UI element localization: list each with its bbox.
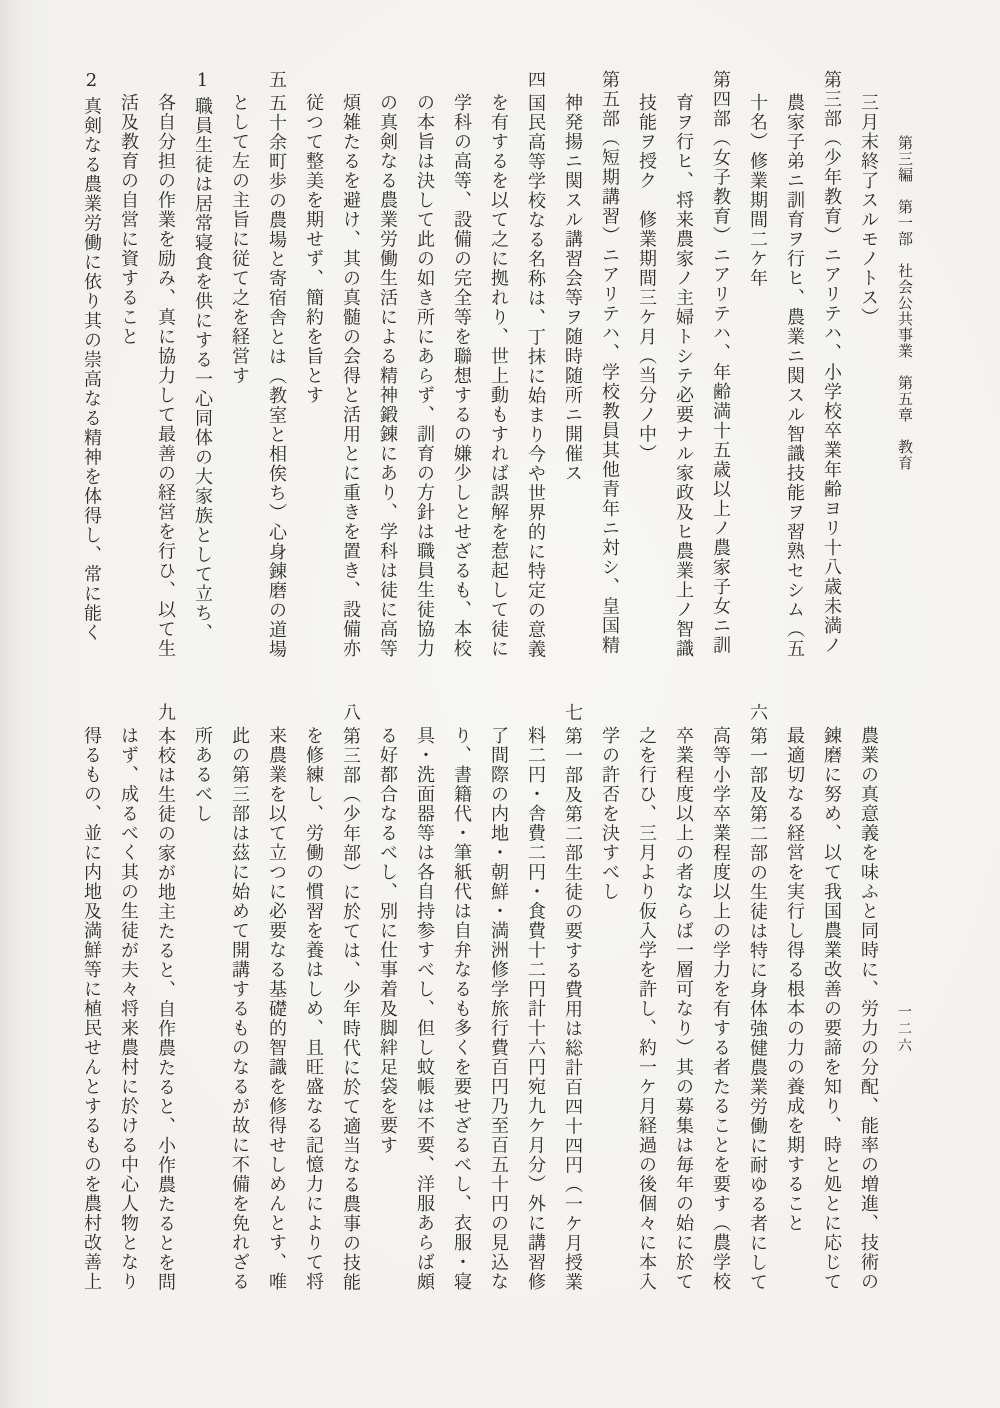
text-column xyxy=(155,703,175,1313)
column-text: として左の主旨に従て之を経営す xyxy=(229,93,250,386)
column-text: 卒業程度以上の者ならば一層可なり）其の募集は毎年の始に於て xyxy=(673,726,694,1292)
text-column xyxy=(266,70,286,710)
text-column xyxy=(525,703,545,1313)
column-text: 三月末終了スルモノトス） xyxy=(858,93,879,327)
text-column xyxy=(673,70,693,710)
text-column xyxy=(599,70,619,710)
text-column xyxy=(673,703,693,1313)
text-column xyxy=(599,703,619,1313)
text-column xyxy=(118,703,138,1313)
column-text: 此の第三部は茲に始めて開講するものなるが故に不備を免れざる xyxy=(229,726,250,1292)
column-text: 第三部（少年教育）ニアリテハ、小学校卒業年齢ヨリ十八歳未満ノ xyxy=(821,70,842,655)
column-text: を有するを以て之に拠れり、世上動もすれば誤解を惹起して徒に xyxy=(488,93,509,659)
text-column xyxy=(636,70,656,710)
text-column xyxy=(340,70,360,710)
column-text: はず、成るべく其の生徒が夫々将来農村に於ける中心人物となり xyxy=(118,726,139,1292)
column-text: り、書籍代・筆紙代は自弁なるも多くを要せざるべし、衣服・寝 xyxy=(451,726,472,1292)
column-text: 農業の真意義を味ふと同時に、労力の分配、能率の増進、技術の xyxy=(858,726,879,1292)
column-text: 学科の高等、設備の完全等を聯想するの嫌少しとせざるも、本校 xyxy=(451,93,472,659)
column-text: 第一部及第二部生徒の要する費用は総計百四十四円（一ケ月授業 xyxy=(562,726,583,1292)
column-text: 技能ヲ授ク 修業期間三ケ月（当分ノ中） xyxy=(636,93,657,464)
column-text: 料二円・舎費二円・食費十二円計十六円宛九ケ月分）外に講習修 xyxy=(525,726,546,1292)
item-number: 四 xyxy=(525,70,546,90)
text-column xyxy=(858,70,878,710)
text-column xyxy=(747,70,767,710)
item-number: 七 xyxy=(562,703,583,723)
column-text: 第三部（少年部）に於ては、少年時代に於て適当なる農事の技能 xyxy=(340,726,361,1292)
text-column xyxy=(377,70,397,710)
column-text: 錬磨に努め、以て我国農業改善の要諦を知り、時と処とに応じて xyxy=(821,726,842,1292)
item-number: 六 xyxy=(747,703,768,723)
text-column xyxy=(821,70,841,710)
text-column xyxy=(858,703,878,1313)
column-text: 本校は生徒の家が地主たると、自作農たると、小作農たるとを問 xyxy=(155,726,176,1292)
text-column xyxy=(784,703,804,1313)
column-text: 第一部及第二部の生徒は特に身体強健農業労働に耐ゆる者にして xyxy=(747,726,768,1292)
column-text: 第四部（女子教育）ニアリテハ、年齢満十五歳以上ノ農家子女ニ訓 xyxy=(710,70,731,655)
column-text: 十名）修業期間二ケ年 xyxy=(747,93,768,288)
column-text: 真剣なる農業労働に依り其の崇高なる精神を体得し、常に能く xyxy=(81,96,102,643)
text-column xyxy=(266,703,286,1313)
text-column xyxy=(81,70,101,710)
item-number: 五 xyxy=(266,70,287,90)
text-column xyxy=(414,70,434,710)
text-column xyxy=(118,70,138,710)
column-text: 煩雑たるを避け、其の真髄の会得と活用とに重きを置き、設備亦 xyxy=(340,93,361,659)
text-block-bottom xyxy=(64,703,878,1313)
text-column xyxy=(192,70,212,710)
column-text: 神発揚ニ関スル講習会等ヲ随時随所ニ開催ス xyxy=(562,93,583,483)
text-column xyxy=(303,70,323,710)
text-column xyxy=(303,703,323,1313)
column-text: 第五部（短期講習）ニアリテハ、学校教員其他青年ニ対シ、皇国精 xyxy=(599,70,620,655)
page-number: 一二六 xyxy=(896,1004,912,1055)
column-text: 得るもの、並に内地及満鮮等に植民せんとするものを農村改善上 xyxy=(81,726,102,1292)
column-text: 之を行ひ、三月より仮入学を許し、約一ケ月経過の後個々に本入 xyxy=(636,726,657,1292)
column-text: 育ヲ行ヒ、将来農家ノ主婦トシテ必要ナル家政及ヒ農業上ノ智識 xyxy=(673,93,694,659)
column-text: 来農業を以て立つに必要なる基礎的智識を修得せしめんとす、唯 xyxy=(266,726,287,1292)
column-text: 五十余町歩の農場と寄宿舎とは（教室と相俟ち）心身錬磨の道場 xyxy=(266,93,287,659)
column-text: 最適切なる経営を実行し得る根本の力の養成を期すること xyxy=(784,726,805,1233)
column-text: る好都合なるべし、別に仕事着及脚絆足袋を要す xyxy=(377,726,398,1155)
column-text: 了間際の内地・朝鮮・満洲修学旅行費百円乃至百五十円の見込な xyxy=(488,726,509,1292)
column-text: 活及教育の自営に資すること xyxy=(118,93,139,347)
column-text: 高等小学卒業程度以上の学力を有する者たることを要す（農学校 xyxy=(710,726,731,1292)
running-head: 第三編 第一部 社会公共事業 第五章 教育 xyxy=(896,135,914,471)
text-block-top xyxy=(64,70,878,710)
item-number: 九 xyxy=(155,703,176,723)
text-column xyxy=(155,70,175,710)
column-text: 具・洗面器等は各自持参すべし、但し蚊帳は不要、洋服あらば頗 xyxy=(414,726,435,1292)
column-text: を修練し、労働の慣習を養はしめ、且旺盛なる記憶力によりて将 xyxy=(303,726,324,1292)
text-column xyxy=(525,70,545,710)
column-text: の真剣なる農業労働生活による精神鍛錬にあり、学科は徒に高等 xyxy=(377,93,398,659)
text-column xyxy=(710,703,730,1313)
column-text: 各自分担の作業を励み、真に協力して最善の経営を行ひ、以て生 xyxy=(155,93,176,659)
column-text: 学の許否を決すべし xyxy=(599,726,620,902)
column-text: 従つて整美を期せず、簡約を旨とす xyxy=(303,93,324,405)
column-text: の本旨は決して此の如き所にあらず、訓育の方針は職員生徒協力 xyxy=(414,93,435,659)
column-text: 職員生徒は居常寝食を供にする一心同体の大家族として立ち、 xyxy=(192,96,213,643)
column-text: 所あるべし xyxy=(192,726,213,824)
text-column xyxy=(451,70,471,710)
column-text: 国民高等学校なる名称は、丁抹に始まり今や世界的に特定の意義 xyxy=(525,93,546,659)
text-column xyxy=(229,70,249,710)
item-number: 2 xyxy=(81,70,102,93)
text-column xyxy=(377,703,397,1313)
text-column xyxy=(821,703,841,1313)
text-column xyxy=(562,703,582,1313)
text-column xyxy=(710,70,730,710)
text-column xyxy=(488,70,508,710)
text-column xyxy=(784,70,804,710)
text-column xyxy=(747,703,767,1313)
text-column xyxy=(81,703,101,1313)
text-column xyxy=(451,703,471,1313)
item-number: 八 xyxy=(340,703,361,723)
item-number: 1 xyxy=(192,70,213,93)
text-column xyxy=(636,703,656,1313)
text-column xyxy=(340,703,360,1313)
text-column xyxy=(488,703,508,1313)
text-column xyxy=(562,70,582,710)
text-column xyxy=(414,703,434,1313)
text-column xyxy=(192,703,212,1313)
text-column xyxy=(229,703,249,1313)
column-text: 農家子弟ニ訓育ヲ行ヒ、農業ニ関スル智識技能ヲ習熟セシム（五 xyxy=(784,93,805,659)
